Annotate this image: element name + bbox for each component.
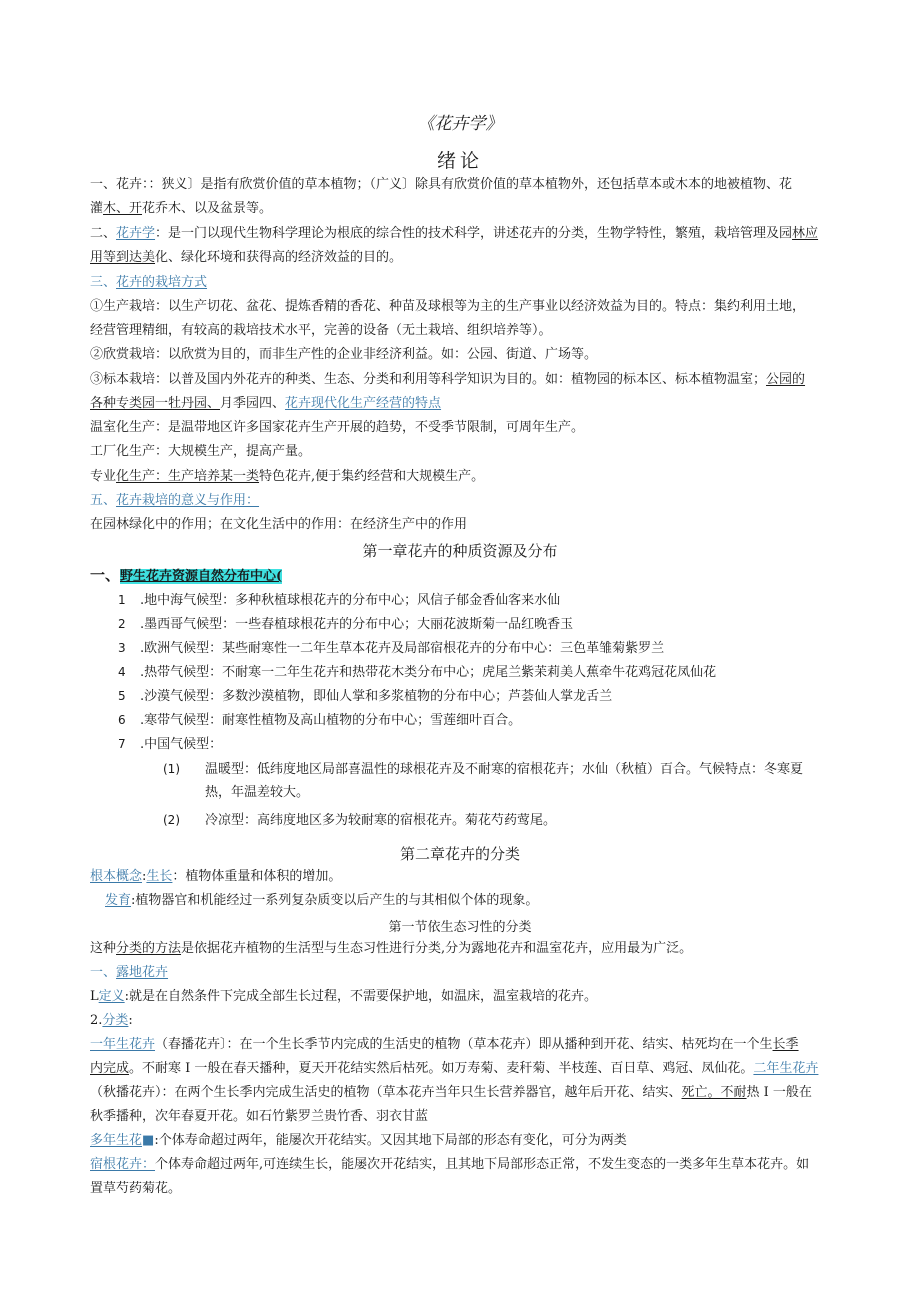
para-production: ①生产栽培：以生产切花、盆花、提炼香精的香花、种苗及球根等为主的生产事业以经济效益为目的。特点：集约利用土地， (90, 299, 806, 314)
para-floriculture: 二、花卉学：是一门以现代生物科学理论为根底的综合性的技术科学，讲述花卉的分类，生物学特性，繁殖，栽培管理及园林应 (90, 226, 819, 241)
link-classes[interactable]: 分类 (102, 1013, 129, 1028)
para-greenhouse: 温室化生产：是温带地区许多国家花卉生产开展的趋势，不受季节限制，可周年生产。 (90, 420, 585, 435)
para-flower-definition: 一、花卉：：狭义〕是指有欣赏价值的草本植物；（广义〕除具有欣赏价值的草本植物外，还包括草本或木本的地被植物、花 (90, 177, 793, 192)
para-production-cont: 经营管理精细，有较高的栽培技术水平，完善的设备（无土栽培、组织培养等）。 (90, 323, 552, 338)
chapter-1-heading: 第一章花卉的种质资源及分布 (362, 542, 558, 560)
para-biennial: （秋播花卉）：在两个生长季内完成生活史的植物（草本花卉当年只生长营养器官，越年后开花、结实、死亡。不耐热 I 一般在 (90, 1085, 812, 1100)
link-definition[interactable]: 定义 (98, 989, 125, 1004)
section-wild-resources: 一、野生花卉资源自然分布中心( (90, 566, 283, 584)
link-herbaceous-perennial[interactable]: 宿根花卉： (90, 1157, 156, 1172)
link-significance[interactable]: 花卉栽培的意义与作用： (116, 493, 260, 508)
sub-item-warm: (1) 温暖型：低纬度地区局部喜温性的球根花卉及不耐寒的宿根花卉；水仙（秋植）百合。气候特点：冬寒夏 (163, 762, 804, 777)
list-item: 4 .热带气候型：不耐寒一二年生花卉和热带花木类分布中心；虎尾兰紫苿莉美人蕉牵牛花鸡冠花凤仙花 (118, 665, 717, 680)
para-flower-definition-cont: 灌木、开花乔木、以及盆景等。 (90, 201, 273, 216)
intro-heading: 绪论 (436, 150, 483, 172)
link-development[interactable]: 发育 (105, 893, 132, 908)
document-title: 《花卉学》 (417, 114, 503, 134)
para-specialized: 专业化生产：生产培养某一类特色花卉,便于集约经营和大规模生产。 (90, 469, 485, 484)
heading-open-field: 一、露地花卉 (90, 965, 169, 980)
link-modern-production[interactable]: 花卉现代化生产经营的特点 (285, 396, 442, 411)
sub-item-warm-cont: 热，年温差较大。 (205, 785, 310, 800)
para-basic-concept: 根本概念:生长：植物体重量和体积的增加。 (90, 869, 342, 884)
link-open-field[interactable]: 露地花卉 (116, 965, 169, 980)
para-herbaceous-perennial-cont: 置草芍药菊花。 (90, 1181, 182, 1196)
link-perennial[interactable]: 多年生花 (90, 1133, 143, 1148)
para-definition: L定义:就是在自然条件下完成全部生长过程，不需要保护地，如温床，温室栽培的花卉。 (90, 989, 598, 1004)
list-item: 1 .地中海气候型：多种秋植球根花卉的分布中心；风信子郁金香仙客来水仙 (118, 593, 561, 608)
para-specimen-cont: 各种专类园一牡丹园、月季园四、花卉现代化生产经营的特点 (90, 396, 442, 411)
para-specimen: ③标本栽培：以普及国内外花卉的种类、生态、分类和利用等科学知识为目的。如：植物园的标本区、标本植物温室；公园的 (90, 372, 806, 387)
para-annual: 一年生花卉（春播花卉〕：在一个生长季节内完成的生活史的植物（草本花卉）即从播种到开花、结实、枯死均在一个生长季 (90, 1037, 799, 1052)
list-item: 2 .墨西哥气候型：一些春植球根花卉的分布中心；大丽花波斯菊一品红晚香玉 (118, 617, 574, 632)
para-herbaceous-perennial: 宿根花卉：个体寿命超过两年,可连续生长，能屡次开花结实，且其地下局部形态正常，不发生变态的一类多年生草本花卉。如 (90, 1157, 810, 1172)
para-classification: 这种分类的方法是依据花卉植物的生活型与生态习性进行分类,分为露地花卉和温室花卉，应用最为广泛。 (90, 941, 693, 956)
heading-cultivation-methods: 三、花卉的栽培方式 (90, 275, 208, 290)
list-item: 5 .沙漠气候型：多数沙漠植物，即仙人掌和多浆植物的分布中心；芦荟仙人掌龙舌兰 (118, 689, 613, 704)
list-item: 6 .寒带气候型：耐寒性植物及高山植物的分布中心；雪莲细叶百合。 (118, 713, 522, 728)
heading-significance: 五、花卉栽培的意义与作用： (90, 493, 260, 508)
para-appreciation: ②欣赏栽培：以欣赏为目的，而非生产性的企业非经济利益。如：公园、街道、广场等。 (90, 347, 598, 362)
para-roles: 在园林绿化中的作用；在文化生活中的作用：在经济生产中的作用 (90, 517, 468, 532)
link-basic-concept[interactable]: 根本概念 (90, 869, 143, 884)
para-development: 发育:植物器官和机能经过一系列复杂质变以后产生的与其相似个体的现象。 (105, 893, 539, 908)
section-1-heading: 第一节依生态习性的分类 (388, 920, 532, 935)
para-floriculture-cont: 用等到达美化、绿化环境和获得高的经济效益的目的。 (90, 250, 403, 265)
chapter-2-heading: 第二章花卉的分类 (399, 845, 520, 863)
list-item: 3 .欧洲气候型：某些耐寒性一二年生草本花卉及局部宿根花卉的分布中心：三色革雏菊紫罗兰 (118, 641, 665, 656)
heading-classes: 2.分类: (90, 1013, 133, 1028)
highlight-wild-resources: 野生花卉资源自然分布中心( (120, 569, 283, 584)
para-factory: 工厂化生产：大规模生产，提高产量。 (90, 444, 312, 459)
para-biennial-cont: 秋季播种，次年春夏开花。如石竹紫罗兰贵竹香、羽衣甘蓝 (90, 1109, 429, 1124)
link-biennial[interactable]: 二年生花卉 (753, 1061, 819, 1076)
para-annual-cont: 内完成。不耐寒 I 一般在春天播种，夏天开花结实然后枯死。如万寿菊、麦秆菊、半枝莲、百日草、鸡冠、凤仙花。二年生花卉 (90, 1061, 819, 1076)
link-cultivation-methods[interactable]: 花卉的栽培方式 (116, 275, 208, 290)
link-growth[interactable]: 生长 (146, 869, 173, 884)
list-item: 7 .中国气候型： (118, 737, 223, 752)
link-annual[interactable]: 一年生花卉 (90, 1037, 156, 1052)
para-perennial: 多年生花■:个体寿命超过两年，能屡次开花结实。又因其地下局部的形态有变化，可分为两类 (90, 1133, 627, 1148)
sub-item-cool: (2) 冷凉型：高纬度地区多为较耐寒的宿根花卉。菊花芍药莺尾。 (163, 813, 557, 828)
link-floriculture[interactable]: 花卉学 (116, 226, 156, 241)
